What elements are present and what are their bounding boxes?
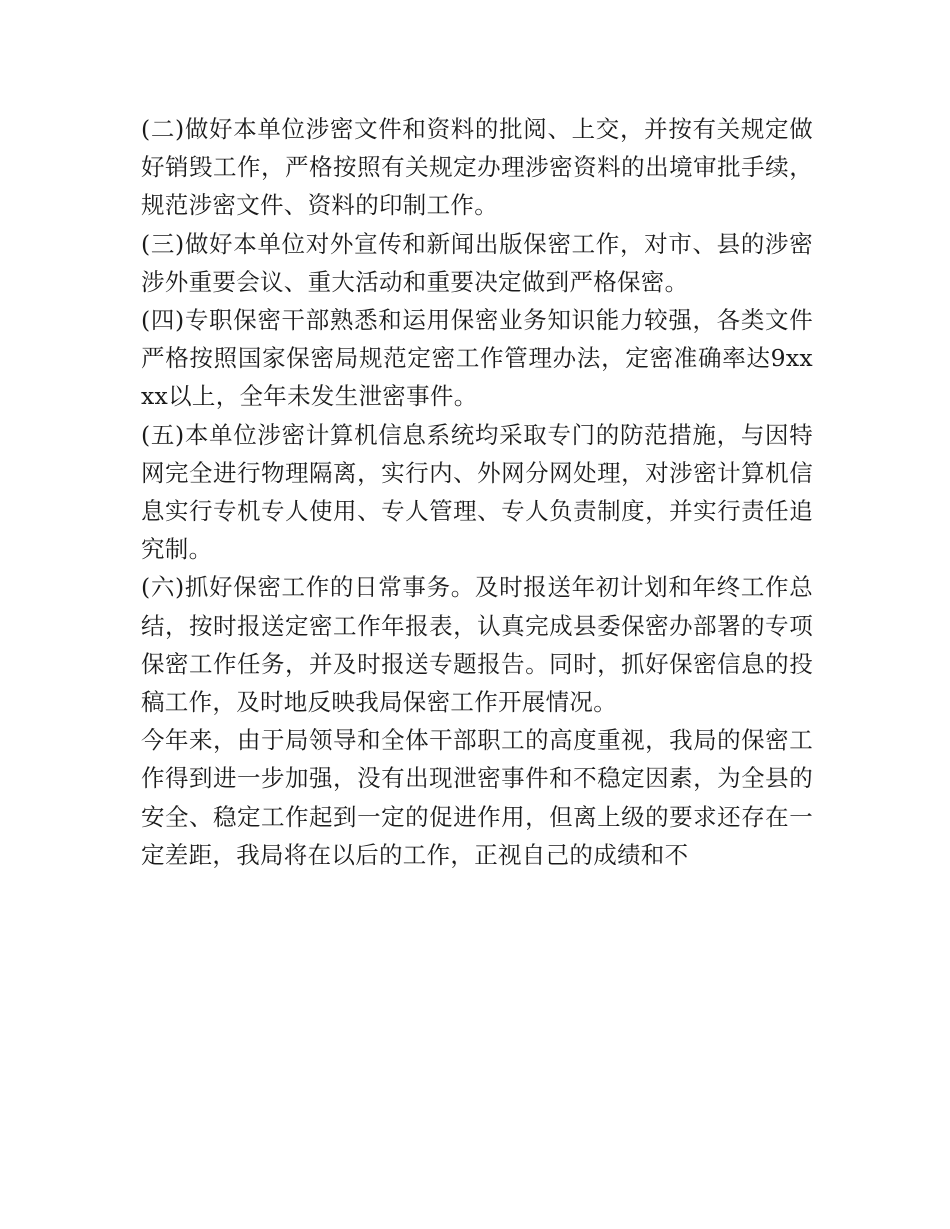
paragraph-secret-documents: (二)做好本单位涉密文件和资料的批阅、上交，并按有关规定做好销毁工作，严格按照有关规定办理涉密资料的出境审批手续，规范涉密文件、资料的印制工作。 [141,115,813,220]
paragraph-publicity-confidentiality: (三)做好本单位对外宣传和新闻出版保密工作，对市、县的涉密涉外重要会议、重大活动和重要决定做到严格保密。 [141,229,813,296]
paragraph-summary: 今年来，由于局领导和全体干部职工的高度重视，我局的保密工作得到进一步加强，没有出现泄密事件和不稳定因素，为全县的安全、稳定工作起到一定的促进作用，但离上级的要求还存在一定差距，我局将在以后的工作，正视自己的成绩和不 [141,726,813,869]
paragraph-daily-affairs: (六)抓好保密工作的日常事务。及时报送年初计划和年终工作总结，按时报送定密工作年报表，认真完成县委保密办部署的专项保密工作任务，并及时报送专题报告。同时，抓好保密信息的投稿工作，及时地反映我局保密工作开展情况。 [141,573,813,717]
paragraph-computer-isolation: (五)本单位涉密计算机信息系统均采取专门的防范措施，与因特网完全进行物理隔离，实行内、外网分网处理，对涉密计算机信息实行专机专人使用、专人管理、专人负责制度，并实行责任追究制。 [141,420,813,564]
paragraph-classification-accuracy: (四)专职保密干部熟悉和运用保密业务知识能力较强，各类文件严格按照国家保密局规范定密工作管理办法，定密准确率达9xxxx以上，全年未发生泄密事件。 [141,306,813,411]
document-body [141,110,813,874]
